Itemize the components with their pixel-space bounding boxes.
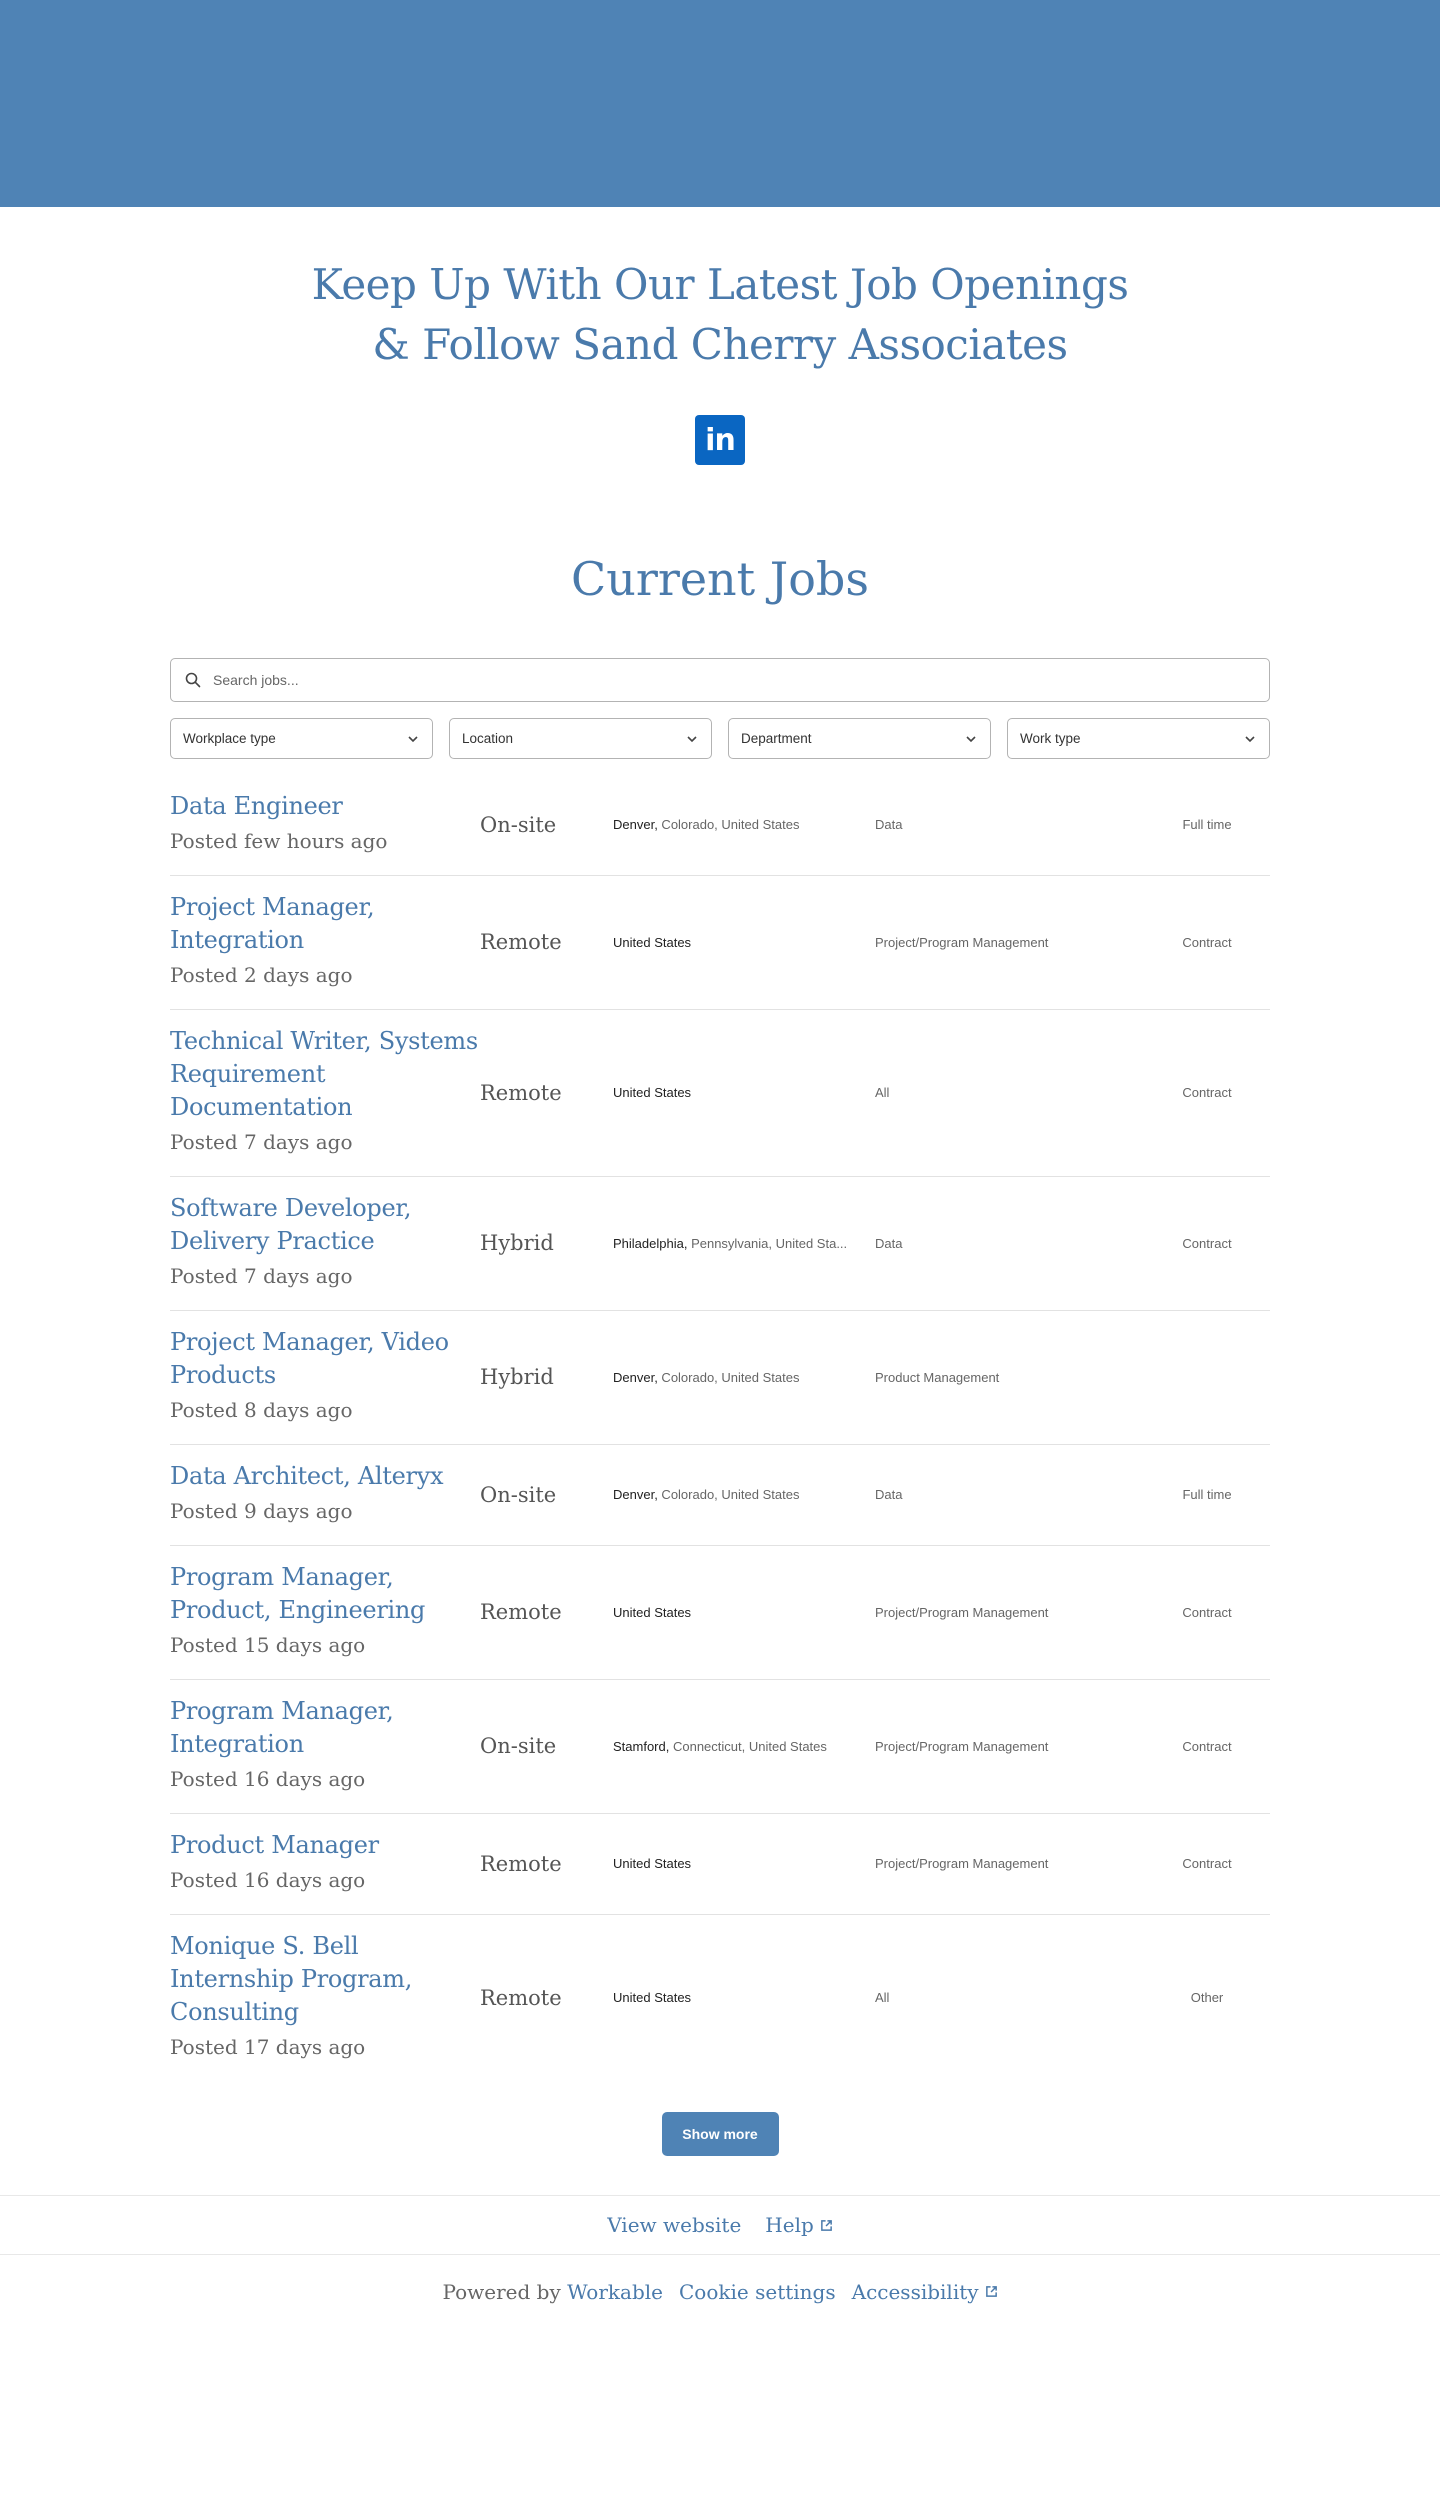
view-website-link[interactable] [607,2213,741,2237]
job-location [613,935,875,950]
job-info [170,1326,480,1428]
job-department: All [875,1990,890,2005]
job-posted: Posted few hours ago [170,829,388,853]
search-box[interactable] [170,658,1270,702]
job-city: Philadelphia, [613,1235,688,1251]
job-workplace: On-site [480,1734,557,1758]
job-posted: Posted 15 days ago [170,1633,366,1657]
job-info [170,1460,480,1529]
job-title-link[interactable]: Program Manager, Product, Engineering [170,1563,426,1624]
job-department: Project/Program Management [875,1738,1049,1754]
job-row[interactable] [170,1445,1270,1546]
job-workplace: Remote [480,1985,562,2010]
chevron-down-icon [406,732,420,746]
job-workplace: Hybrid [480,1365,554,1389]
cookie-settings-link[interactable] [679,2280,836,2304]
job-employment-type: Contract [1182,1085,1232,1100]
cookie-settings-label: Cookie settings [679,2279,836,2304]
linkedin-label: in [705,422,735,458]
search-input[interactable] [213,672,1269,688]
job-info [170,1192,480,1294]
job-posted: Posted 9 days ago [170,1499,353,1523]
follow-heading-line2: & Follow Sand Cherry Associates [372,320,1068,369]
job-region: Colorado, United States [657,1487,800,1502]
job-department: Data [875,1235,903,1251]
search-icon [185,672,201,688]
job-title-link[interactable]: Project Manager, Video Products [170,1328,449,1389]
job-location [613,817,875,832]
job-location [613,1739,875,1754]
job-info [170,1561,480,1663]
job-city: Denver, [613,1487,658,1502]
jobs-container [170,658,1270,2156]
job-workplace: Remote [480,1851,562,1876]
job-region: Pennsylvania, United Sta... [687,1235,848,1251]
job-posted: Posted 16 days ago [170,1868,366,1892]
job-title-link[interactable]: Project Manager, Integration [170,893,375,954]
help-label: Help [765,2213,814,2237]
external-link-icon [820,2219,833,2232]
job-location [613,1856,875,1871]
job-department: All [875,1085,890,1100]
job-row[interactable] [170,1814,1270,1915]
chevron-down-icon [964,732,978,746]
filter-label: Department [741,731,812,746]
job-posted: Posted 16 days ago [170,1767,366,1791]
job-row[interactable] [170,1177,1270,1311]
filter-label: Work type [1020,731,1081,746]
job-posted: Posted 7 days ago [170,1130,353,1154]
job-title-link[interactable]: Monique S. Bell Internship Program, Consulting [170,1932,413,2026]
filter-label: Location [462,731,514,746]
job-workplace: Remote [480,1600,562,1624]
job-row[interactable] [170,1546,1270,1680]
workable-link[interactable]: Workable [567,2279,663,2304]
job-row[interactable] [170,1915,1270,2081]
filter-label: Workplace type [183,731,276,746]
job-row[interactable] [170,876,1270,1010]
job-workplace: On-site [480,812,557,837]
follow-heading-line1: Keep Up With Our Latest Job Openings [311,260,1129,309]
job-region: Connecticut, United States [669,1738,827,1754]
job-department: Project/Program Management [875,934,1049,950]
job-city: Stamford, [613,1738,670,1754]
filter-location[interactable] [449,718,712,759]
job-employment-type: Contract [1182,1235,1232,1251]
filter-work-type[interactable] [1007,718,1270,759]
job-location [613,1236,875,1251]
hero-banner [0,0,1440,207]
job-city: United States [613,1085,692,1100]
job-title-link[interactable]: Software Developer, Delivery Practice [170,1194,412,1255]
current-jobs-title: Current Jobs [571,552,869,606]
job-employment-type: Contract [1182,1738,1232,1754]
powered-bar [0,2255,1440,2328]
job-title-link[interactable]: Data Engineer [170,792,343,820]
job-workplace: Remote [480,930,562,954]
view-website-label: View website [607,2213,742,2237]
job-region: Colorado, United States [657,817,800,832]
job-department: Project/Program Management [875,1856,1049,1871]
job-location [613,1605,875,1620]
footer-links [0,2195,1440,2255]
job-info [170,1695,480,1797]
job-row[interactable] [170,775,1270,876]
job-posted: Posted 7 days ago [170,1264,353,1288]
job-location [613,1370,875,1385]
job-department: Project/Program Management [875,1604,1049,1620]
job-city: United States [613,1604,692,1620]
job-title-link[interactable]: Data Architect, Alteryx [170,1462,444,1490]
job-department: Data [875,1487,903,1502]
job-title-link[interactable]: Program Manager, Integration [170,1697,394,1758]
follow-section [0,255,1440,465]
job-employment-type: Full time [1182,1487,1232,1502]
filter-department[interactable] [728,718,991,759]
linkedin-icon[interactable] [695,415,745,465]
job-department: Product Management [875,1369,1000,1385]
job-workplace: On-site [480,1482,557,1507]
job-row[interactable] [170,1010,1270,1177]
job-info [170,1829,480,1898]
job-info [170,1025,480,1160]
chevron-down-icon [685,732,699,746]
job-workplace: Hybrid [480,1231,554,1255]
job-city: United States [613,934,692,950]
follow-heading [0,255,1440,375]
accessibility-label: Accessibility [851,2279,979,2304]
job-employment-type: Contract [1182,1604,1232,1620]
job-employment-type: Contract [1182,1856,1232,1871]
job-info [170,1930,480,2065]
job-posted: Posted 8 days ago [170,1398,353,1422]
job-city: United States [613,1990,692,2005]
job-employment-type: Full time [1182,817,1232,832]
powered-by-text [442,2280,663,2304]
job-location [613,1990,875,2005]
job-posted: Posted 2 days ago [170,963,353,987]
job-location [613,1085,875,1100]
job-department: Data [875,817,903,832]
accessibility-link[interactable] [852,2280,998,2304]
job-employment-type: Contract [1182,934,1232,950]
job-title-link[interactable]: Technical Writer, Systems Requirement Documentation [170,1027,478,1121]
job-city: Denver, [613,817,658,832]
job-title-link[interactable]: Product Manager [170,1831,379,1859]
job-city: Denver, [613,1369,658,1385]
job-row[interactable] [170,1680,1270,1814]
help-link[interactable] [765,2213,832,2237]
powered-by-label: Powered by [442,2279,561,2304]
external-link-icon [985,2285,998,2298]
filter-bar [170,718,1270,759]
job-region: Colorado, United States [657,1369,800,1385]
job-employment-type: Other [1190,1990,1224,2005]
job-location [613,1487,875,1502]
job-posted: Posted 17 days ago [170,2035,366,2059]
show-more-container [170,2112,1270,2156]
filter-workplace-type[interactable] [170,718,433,759]
job-city: United States [613,1856,692,1871]
job-row[interactable] [170,1311,1270,1445]
job-info [170,891,480,993]
job-workplace: Remote [480,1080,562,1105]
job-list [170,775,1270,2081]
show-more-button[interactable]: Show more [662,2112,779,2156]
job-info [170,790,480,859]
chevron-down-icon [1243,732,1257,746]
